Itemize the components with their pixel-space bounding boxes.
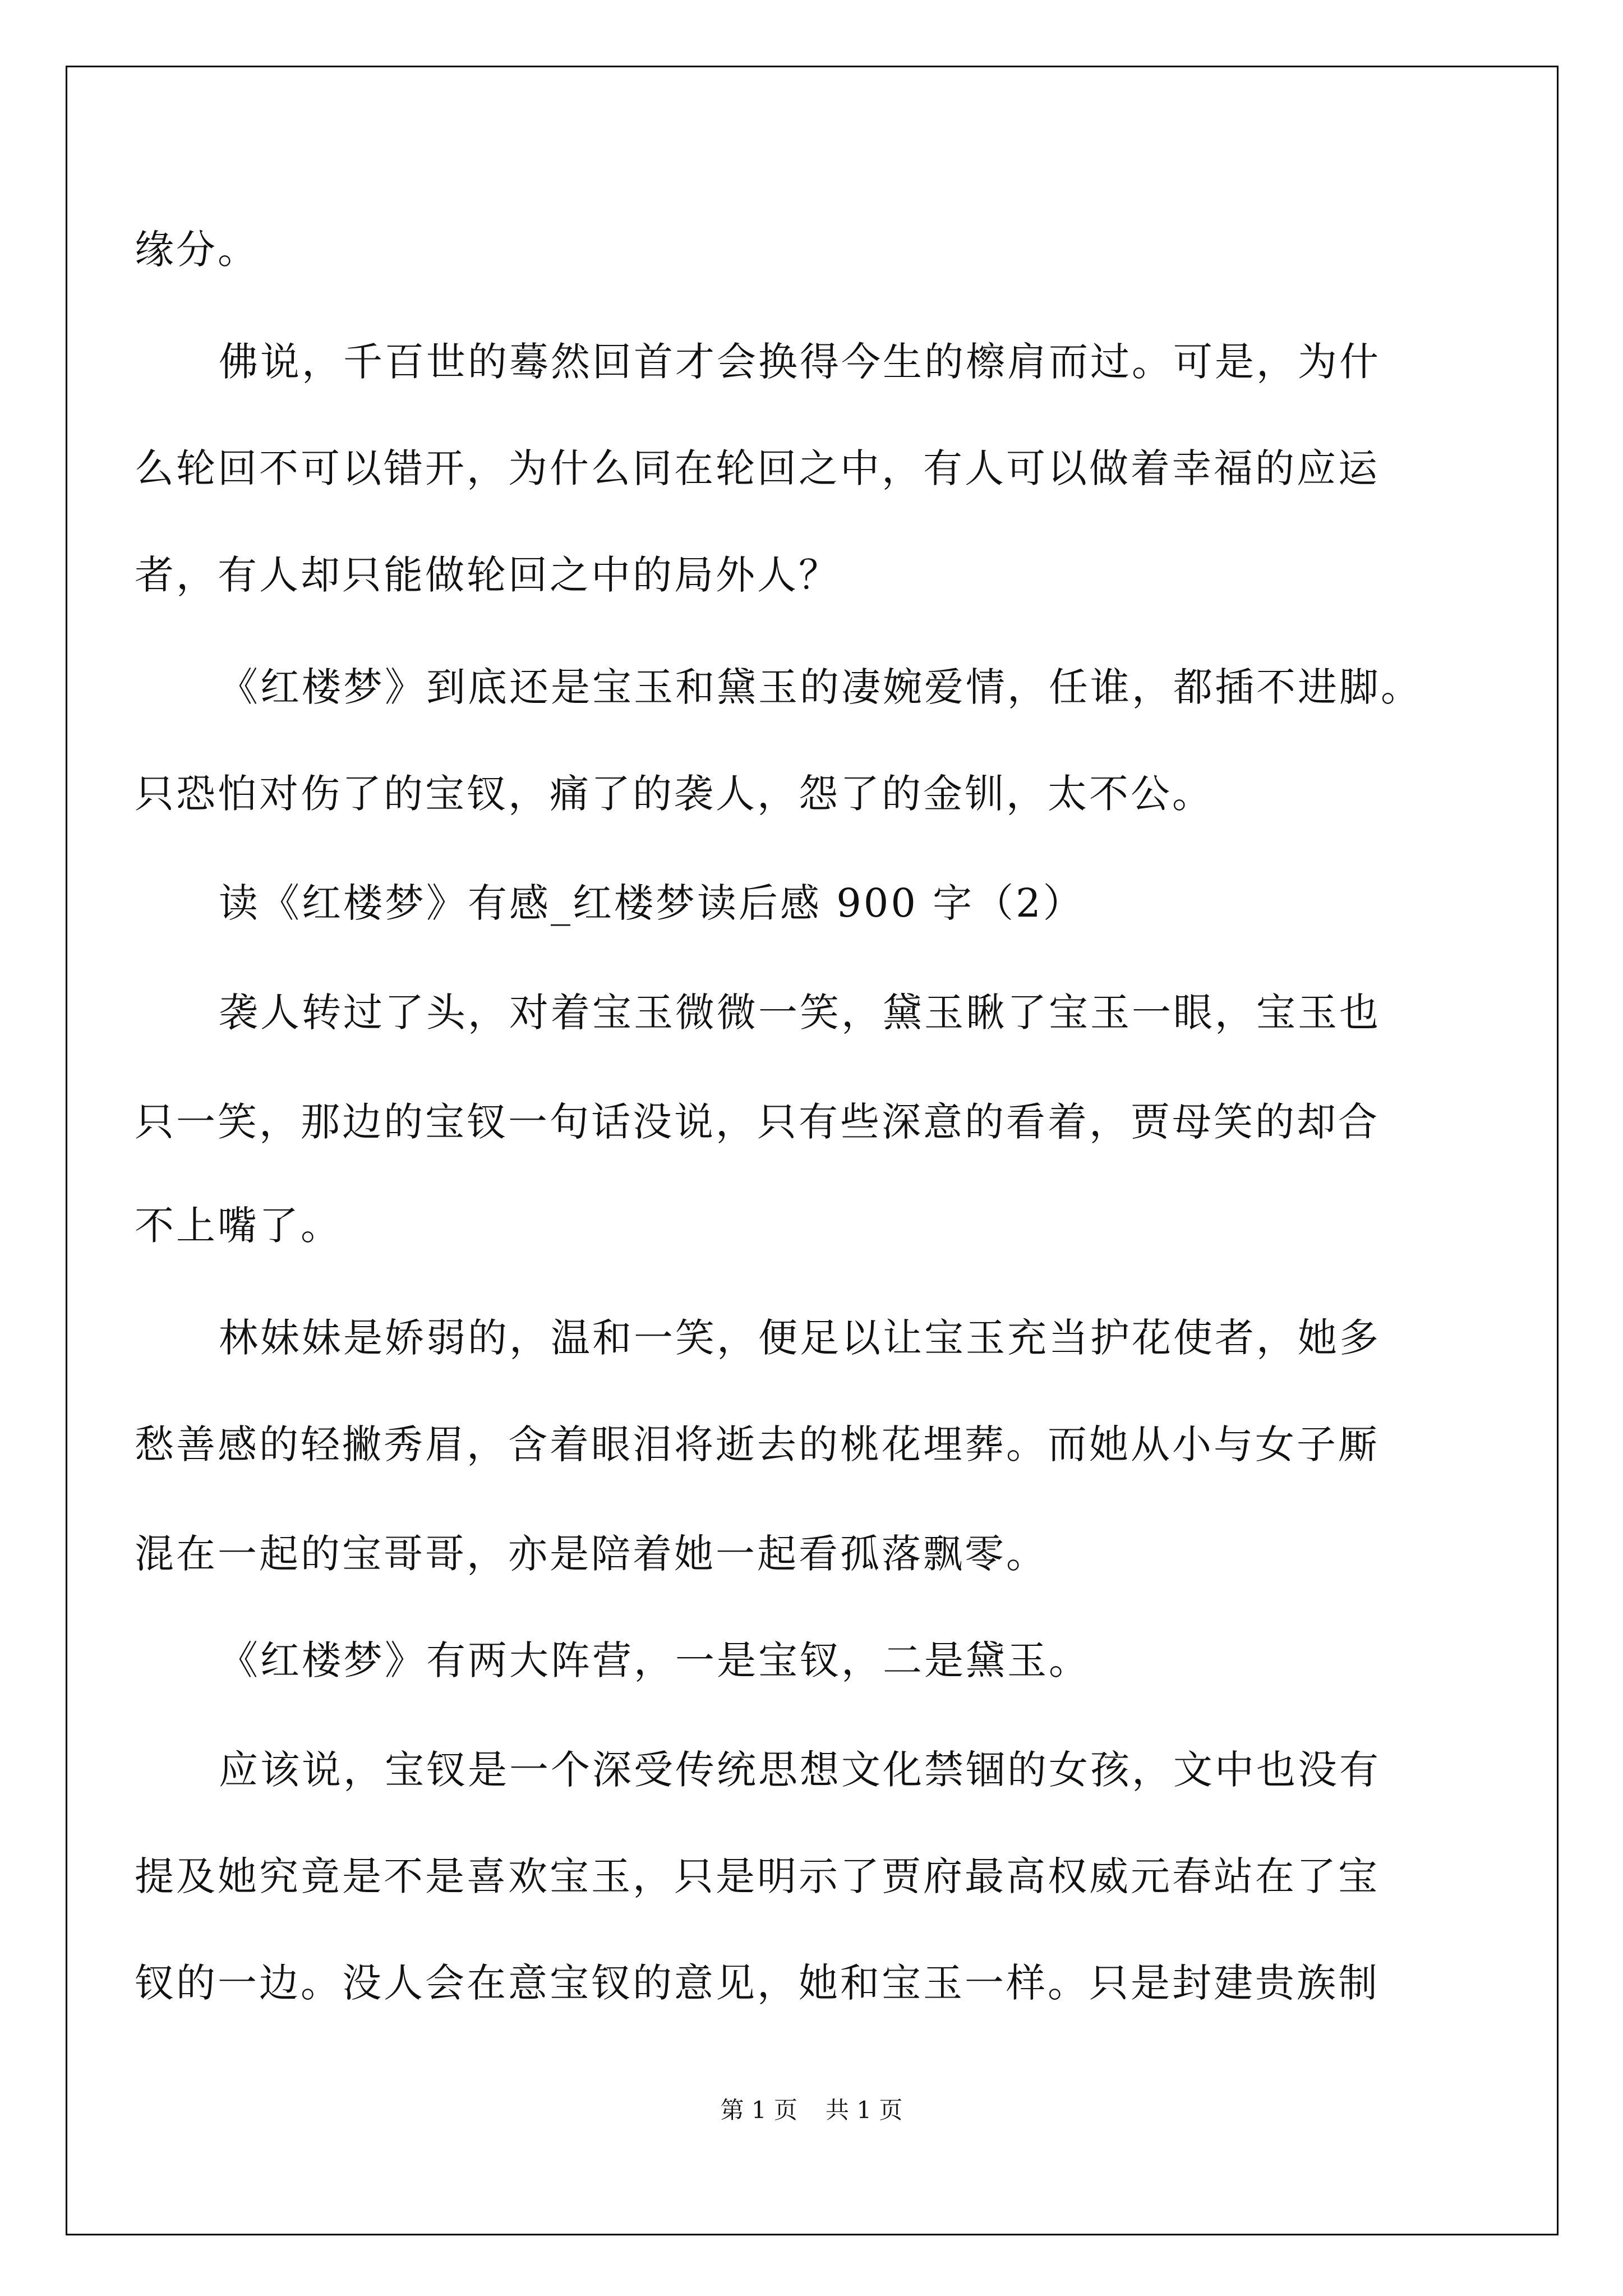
text-line: 应该说，宝钗是一个深受传统思想文化禁锢的女孩，文中也没有 <box>219 1747 1381 1793</box>
text-line: 林妹妹是娇弱的，温和一笑，便足以让宝玉充当护花使者，她多 <box>219 1315 1381 1361</box>
page-number: 第 1 页 <box>720 2096 797 2124</box>
text-line: 钗的一边。没人会在意宝钗的意见，她和宝玉一样。只是封建贵族制 <box>135 1960 1380 2006</box>
text-line: 只一笑，那边的宝钗一句话没说，只有些深意的看着，贾母笑的却合 <box>135 1099 1380 1145</box>
text-line: 只恐怕对伤了的宝钗，痛了的袭人，怨了的金钏，太不公。 <box>135 771 1214 817</box>
text-line: 袭人转过了头，对着宝玉微微一笑，黛玉瞅了宝玉一眼，宝玉也 <box>219 990 1381 1036</box>
text-line: 者，有人却只能做轮回之中的局外人？ <box>135 552 840 598</box>
text-line: 愁善感的轻撇秀眉，含着眼泪将逝去的桃花埋葬。而她从小与女子厮 <box>135 1421 1380 1467</box>
text-line: 《红楼梦》到底还是宝玉和黛玉的凄婉爱情，任谁，都插不进脚。 <box>219 664 1422 710</box>
page-border <box>66 66 1559 2235</box>
text-line: 么轮回不可以错开，为什么同在轮回之中，有人可以做着幸福的应运 <box>135 445 1380 491</box>
text-line: 混在一起的宝哥哥，亦是陪着她一起看孤落飘零。 <box>135 1531 1048 1577</box>
page-total: 共 1 页 <box>826 2096 903 2124</box>
section-heading: 读《红楼梦》有感_红楼梦读后感 900 字（2） <box>219 880 1085 926</box>
text-line: 佛说，千百世的蓦然回首才会换得今生的檫肩而过。可是，为什 <box>219 339 1381 385</box>
text-line: 缘分。 <box>135 227 259 273</box>
text-line: 提及她究竟是不是喜欢宝玉，只是明示了贾府最高权威元春站在了宝 <box>135 1853 1380 1899</box>
text-line: 《红楼梦》有两大阵营，一是宝钗，二是黛玉。 <box>219 1637 1090 1683</box>
page-footer <box>0 2097 1623 2124</box>
text-line: 不上嘴了。 <box>135 1203 342 1249</box>
